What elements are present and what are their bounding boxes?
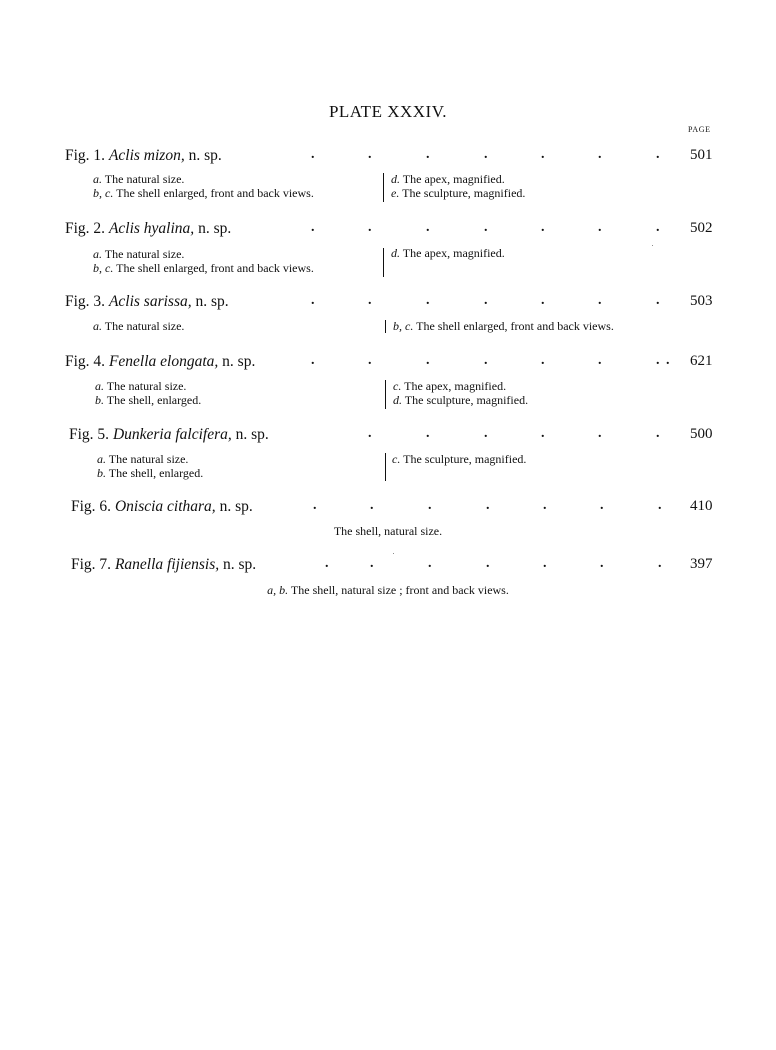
caption-line: a. The natural size. [95,379,187,393]
leader-dot: . [311,147,315,162]
species-suffix: n. sp. [235,426,269,443]
caption-line: b. The shell, enlarged. [95,393,202,407]
leader-dot: . [428,556,432,571]
dot-leader [0,426,776,448]
caption-divider [383,173,384,202]
leader-dot: . [370,498,374,513]
leader-dot: . [656,293,660,308]
dot-leader [0,498,776,520]
caption-line: c. The apex, magnified. [393,379,507,393]
leader-dot: . [656,353,660,368]
dot-leader [0,147,776,169]
caption-line: a. The natural size. [93,172,185,186]
leader-dot: . [311,293,315,308]
species-name: Fenella elongata, [108,353,219,370]
species-name: Dunkeria falcifera, [112,426,232,443]
page-column-header: PAGE [688,125,711,134]
leader-dot: . [656,220,660,235]
leader-dot: . [541,220,545,235]
species-suffix: n. sp. [188,147,222,164]
leader-dot: . [658,556,662,571]
caption-line: d. The apex, magnified. [391,246,505,260]
leader-dot: . [598,220,602,235]
leader-dot: . [543,556,547,571]
species-suffix: n. sp. [198,220,232,237]
leader-dot: . [600,498,604,513]
caption-right [393,379,528,407]
leader-dot: . [313,498,317,513]
plate-title: PLATE XXXIV. [328,102,448,121]
caption-line: d. The sculpture, magnified. [393,393,529,407]
caption-right [391,172,525,200]
figure-number: Fig. 6. [71,498,112,515]
note-letter: a, b. [267,583,289,597]
figure-number: Fig. 7. [71,556,112,573]
leader-dot: . [598,293,602,308]
species-suffix: n. sp. [222,353,256,370]
species-suffix: n. sp. [223,556,257,573]
leader-dot: . [368,426,372,441]
dot-leader [0,556,776,578]
dot-leader [0,353,776,375]
caption-line: a. The natural size. [93,319,185,333]
figure-entry-6 [0,498,776,520]
species-name: Aclis hyalina, [108,220,195,237]
figure-entry-4 [0,353,776,375]
leader-dot: . [368,220,372,235]
leader-dot: . [484,353,488,368]
leader-dot: . [541,426,545,441]
leader-dot: . [656,147,660,162]
caption-line: c. The sculpture, magnified. [392,452,527,466]
leader-dot: . [486,556,490,571]
page-number: 410 [690,498,713,514]
leader-dot: . [543,498,547,513]
page-number: 503 [690,293,713,309]
dot-leader [0,220,776,242]
leader-dot: . [426,147,430,162]
caption-line: b, c. The shell enlarged, front and back views. [93,186,314,200]
caption-left [93,319,184,333]
print-speck [393,553,394,554]
caption-line: a. The natural size. [97,452,189,466]
figure-entry-5 [0,426,776,448]
figure-note: The shell, natural size. [333,524,443,538]
species-name: Aclis sarissa, [108,293,192,310]
leader-dot: . [325,556,329,571]
leader-dot: . [428,498,432,513]
leader-dot: . [311,353,315,368]
page-number: 397 [690,556,713,572]
figure-note [0,583,776,598]
page-number: 502 [690,220,713,236]
species-name: Oniscia cithara, [114,498,216,515]
caption-divider [385,380,386,409]
leader-dot: . [368,147,372,162]
leader-dot: . [541,353,545,368]
caption-left [93,172,314,200]
leader-dot: . [426,426,430,441]
leader-dot: . [426,220,430,235]
dot-leader [0,293,776,315]
leader-dot: . [370,556,374,571]
leader-dot: . [656,426,660,441]
figure-number: Fig. 2. [65,220,106,237]
leader-dot: . [598,353,602,368]
leader-dot: . [484,293,488,308]
leader-dot: . [484,220,488,235]
note-text: The shell, natural size ; front and back views. [290,583,509,597]
figure-number: Fig. 5. [69,426,110,443]
figure-number: Fig. 4. [65,353,106,370]
caption-line: b, c. The shell enlarged, front and back views. [93,261,314,275]
figure-entry-1 [0,147,776,169]
leader-dot: . [426,353,430,368]
leader-dot: . [484,426,488,441]
figure-entry-7 [0,556,776,578]
leader-dot: . [368,353,372,368]
leader-dot: . [600,556,604,571]
page-number: 501 [690,147,713,163]
species-suffix: n. sp. [219,498,253,515]
species-name: Aclis mizon, [108,147,185,164]
caption-line: e. The sculpture, magnified. [391,186,526,200]
leader-dot: . [541,293,545,308]
leader-dot: . [486,498,490,513]
caption-left [97,452,203,480]
leader-dot: . [658,498,662,513]
leader-dot: . [311,220,315,235]
leader-dot: . [484,147,488,162]
species-name: Ranella fijiensis, [114,556,220,573]
page-number: 621 [690,353,713,369]
caption-line: a. The natural size. [93,247,185,261]
species-suffix: n. sp. [195,293,229,310]
print-speck [652,245,653,246]
leader-dot: . [598,147,602,162]
caption-divider [385,320,386,333]
leader-dot: . [666,353,670,368]
caption-divider [385,453,386,481]
caption-divider [383,248,384,277]
page-number: 500 [690,426,713,442]
leader-dot: . [426,293,430,308]
figure-number: Fig. 1. [65,147,106,164]
caption-right [391,246,505,260]
leader-dot: . [368,293,372,308]
figure-number: Fig. 3. [65,293,106,310]
leader-dot: . [541,147,545,162]
caption-line: b, c. The shell enlarged, front and back views. [393,319,614,333]
figure-entry-2 [0,220,776,242]
caption-left [95,379,201,407]
figure-entry-3 [0,293,776,315]
caption-line: d. The apex, magnified. [391,172,505,186]
caption-line: b. The shell, enlarged. [97,466,204,480]
caption-right [392,452,526,466]
caption-left [93,247,314,275]
caption-right [393,319,614,333]
leader-dot: . [598,426,602,441]
